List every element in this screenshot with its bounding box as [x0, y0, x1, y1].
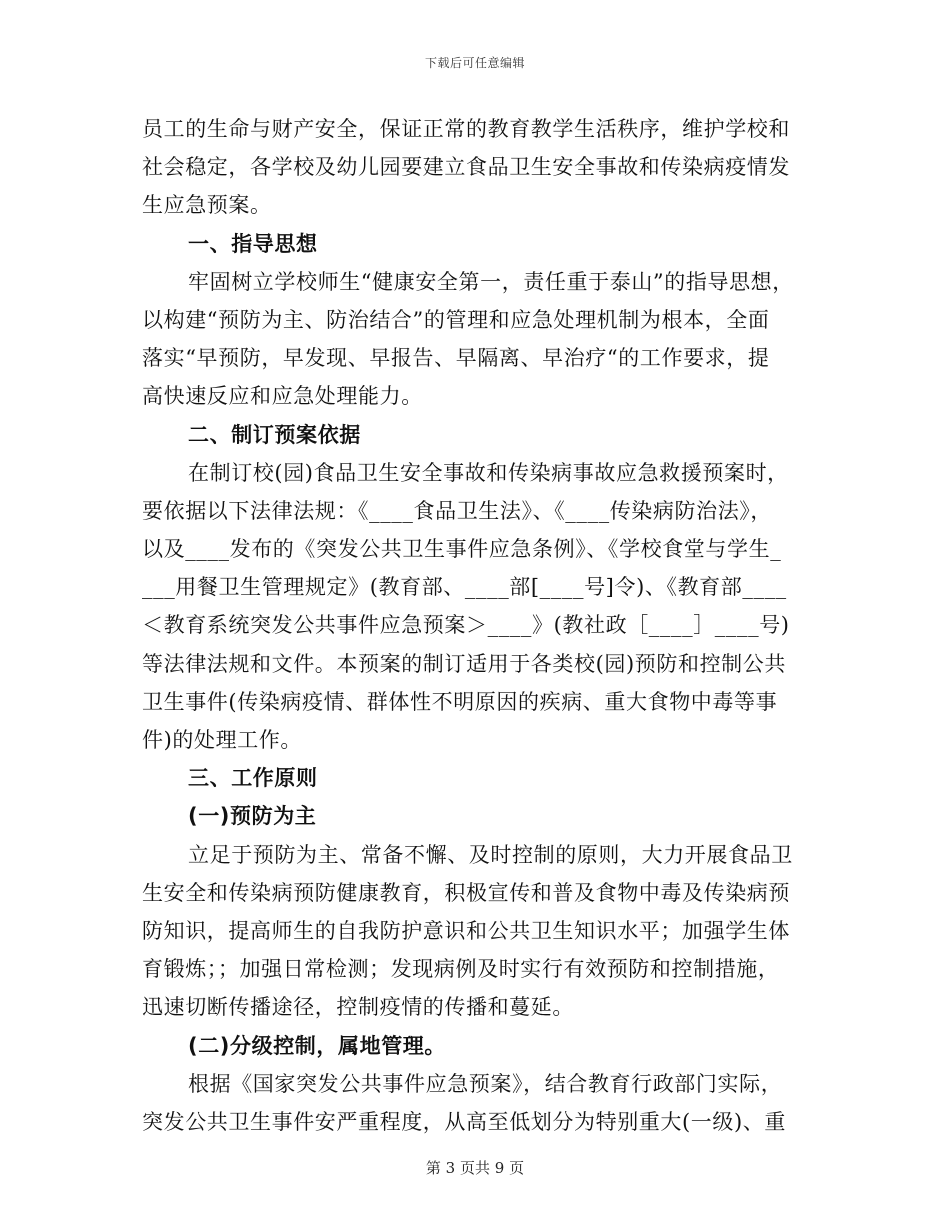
- paragraph-line: 件)的处理工作。: [142, 728, 302, 752]
- paragraph-line: 生安全和传染病预防健康教育，积极宣传和普及食物中毒及传染病预: [142, 880, 790, 905]
- section-heading-work-principles: 三、工作原则: [188, 766, 318, 791]
- paragraph-line: 防知识，提高师生的自我防护意识和公共卫生知识水平；加强学生体: [142, 918, 790, 943]
- section-heading-guiding-ideology: 一、指导思想: [188, 231, 318, 256]
- subsection-heading-graded-control: (二)分级控制，属地管理。: [188, 1033, 446, 1058]
- section-heading-plan-basis: 二、制订预案依据: [188, 422, 361, 447]
- paragraph-line: 突发公共卫生事件安严重程度，从高至低划分为特别重大(一级)、重: [142, 1109, 786, 1134]
- paragraph-line: 要依据以下法律法规：《____食品卫生法》、《____传染病防治法》，: [142, 498, 772, 523]
- paragraph-line: 根据《国家突发公共事件应急预案》，结合教育行政部门实际，: [188, 1071, 783, 1096]
- paragraph-line: 卫生事件(传染病疫情、群体性不明原因的疾病、重大食物中毒等事: [142, 689, 778, 714]
- paragraph-line: 生应急预案。: [142, 193, 272, 218]
- page-number: 第 3 页共 9 页: [425, 1159, 525, 1177]
- paragraph-line: 社会稳定，各学校及幼儿园要建立食品卫生安全事故和传染病疫情发: [142, 155, 790, 180]
- paragraph-line: ___用餐卫生管理规定》(教育部、____部[____号]令)、《教育部____: [142, 575, 787, 600]
- paragraph-line: ＜教育系统突发公共事件应急预案＞____》(教社政［____］____号): [142, 613, 790, 638]
- paragraph-line: 落实“早预防，早发现、早报告、早隔离、早治疗“的工作要求，提: [142, 346, 770, 371]
- paragraph-line: 迅速切断传播途径，控制疫情的传播和蔓延。: [142, 995, 574, 1020]
- paragraph-line: 育锻炼；；加强日常检测；发现病例及时实行有效预防和控制措施，: [142, 957, 780, 982]
- paragraph-line: 以及____发布的《突发公共卫生事件应急条例》、《学校食堂与学生_: [142, 537, 782, 562]
- paragraph-line: 牢固树立学校师生“健康安全第一，责任重于泰山”的指导思想，: [188, 269, 794, 294]
- subsection-heading-prevention-first: (一)预防为主: [188, 804, 317, 829]
- page-header: 下载后可任意编辑: [424, 56, 525, 70]
- paragraph-line: 以构建“预防为主、防治结合”的管理和应急处理机制为根本，全面: [142, 307, 770, 332]
- paragraph-line: 在制订校(园)食品卫生安全事故和传染病事故应急救援预案时，: [188, 460, 789, 485]
- paragraph-line: 立足于预防为主、常备不懈、及时控制的原则，大力开展食品卫: [188, 842, 793, 867]
- paragraph-line: 等法律法规和文件。本预案的制订适用于各类校(园)预防和控制公共: [142, 651, 786, 676]
- paragraph-line: 员工的生命与财产安全，保证正常的教育教学生活秩序，维护学校和: [142, 117, 790, 141]
- document-body: [142, 110, 808, 1141]
- paragraph-line: 高快速反应和应急处理能力。: [142, 384, 423, 409]
